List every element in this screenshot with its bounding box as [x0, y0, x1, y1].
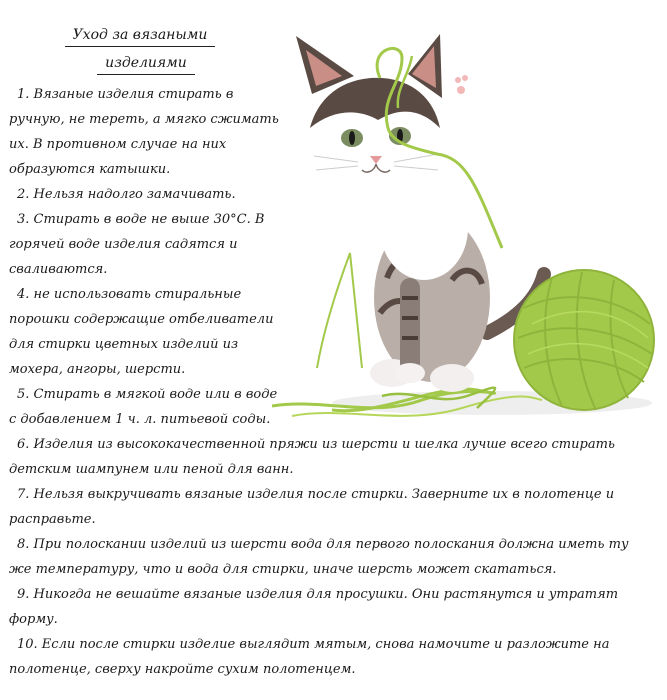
rule-line: 8. При полоскании изделий из шерсти вода для первого полоскания должна иметь ту [17, 537, 629, 552]
kitten-raised-paw [440, 90, 462, 188]
rule-line: полотенце, сверху накройте сухим полотенцем. [9, 662, 356, 677]
rule-line: 10. Если после стирки изделие выглядит мятым, снова намочите и разложите на [17, 637, 610, 652]
title-line-2: изделиями [97, 53, 195, 75]
rule-line: 6. Изделия из высококачественной пряжи из шерсти и шелка лучше всего стирать [17, 437, 615, 452]
rule-line: расправьте. [9, 512, 96, 527]
rule-line: их. В противном случае на них [9, 137, 227, 152]
kitten-illustration [262, 28, 667, 433]
rule-line: 7. Нельзя выкручивать вязаные изделия после стирки. Заверните их в полотенце и [17, 487, 615, 502]
rule-line: мохера, ангоры, шерсти. [9, 362, 186, 377]
rule-line: детским шампунем или пеной для ванн. [9, 462, 294, 477]
page-title [0, 24, 300, 75]
rule-line: 2. Нельзя надолго замачивать. [17, 187, 236, 202]
rule-line: для стирки цветных изделий из [9, 337, 239, 352]
rule-line: 1. Вязаные изделия стирать в [17, 87, 234, 102]
rule-line: ручную, не тереть, а мягко сжимать [9, 112, 279, 127]
rule-line: с добавлением 1 ч. л. питьевой соды. [9, 412, 271, 427]
rule-line: порошки содержащие отбеливатели [9, 312, 274, 327]
rule-line: форму. [9, 612, 58, 627]
rule-line: 4. не использовать стиральные [17, 287, 242, 302]
rule-line: 9. Никогда не вешайте вязаные изделия для просушки. Они растянутся и утратят [17, 587, 619, 602]
yarn-ball [514, 270, 654, 410]
rule-line: 5. Стирать в мягкой воде или в воде [17, 387, 278, 402]
rule-line: сваливаются. [9, 262, 108, 277]
title-line-1: Уход за вязаными [65, 25, 216, 47]
rule-line: же температуру, что и вода для стирки, иначе шерсть может скататься. [9, 562, 557, 577]
rule-line: образуются катышки. [9, 162, 171, 177]
rule-line: горячей воде изделия садятся и [9, 237, 238, 252]
rule-line: 3. Стирать в воде не выше 30°С. В [17, 212, 265, 227]
